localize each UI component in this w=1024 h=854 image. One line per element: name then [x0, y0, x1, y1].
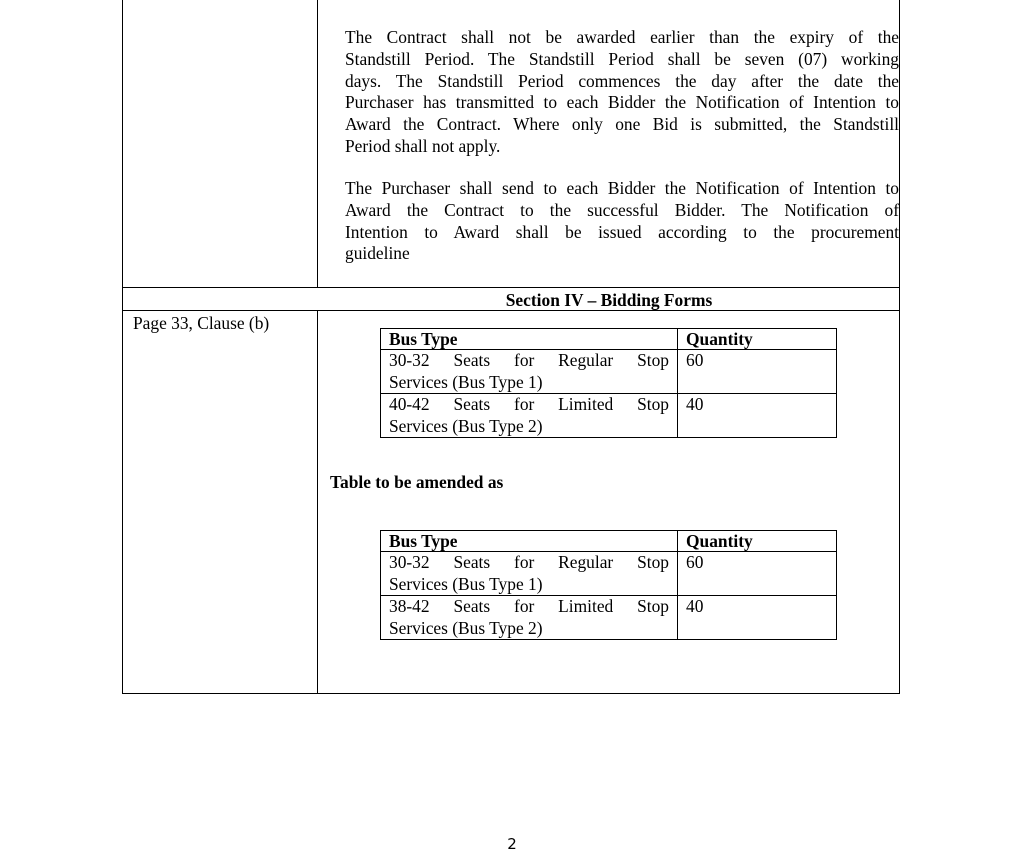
table-row	[381, 350, 837, 394]
paragraph-line: The Contract shall not be awarded earlier than the expiry of the	[345, 27, 899, 47]
standstill-paragraph	[345, 27, 899, 158]
bus-type-line: 30-32 Seats for Regular Stop	[389, 350, 669, 370]
page-number: 2	[507, 835, 517, 853]
bus-type-line: 40-42 Seats for Limited Stop	[389, 394, 669, 414]
table-header-row	[381, 531, 837, 552]
table-row	[381, 552, 837, 596]
table-row	[381, 596, 837, 640]
quantity-cell: 40	[678, 596, 837, 640]
column-divider-upper	[317, 0, 318, 288]
paragraph-line: Standstill Period. The Standstill Period shall be seven (07) working	[345, 48, 899, 69]
quantity-cell: 60	[678, 552, 837, 596]
paragraph-line: The Purchaser shall send to each Bidder the Notification of Intention to	[345, 178, 899, 198]
bus-type-line: Services (Bus Type 2)	[389, 415, 543, 436]
bus-type-line: 38-42 Seats for Limited Stop	[389, 596, 669, 616]
section-heading: Section IV – Bidding Forms	[505, 290, 713, 310]
bus-type-cell	[381, 552, 678, 596]
bus-type-cell	[381, 350, 678, 394]
bus-type-line: Services (Bus Type 1)	[389, 573, 543, 594]
column-divider-lower	[317, 310, 318, 694]
bus-type-line: 30-32 Seats for Regular Stop	[389, 552, 669, 572]
header-quantity: Quantity	[678, 531, 837, 552]
quantity-cell: 40	[678, 394, 837, 438]
table-left-border	[122, 0, 123, 694]
table-row	[381, 394, 837, 438]
paragraph-line: Intention to Award shall be issued according to the procurement	[345, 221, 899, 242]
clause-reference: Page 33, Clause (b)	[133, 313, 270, 333]
header-bus-type: Bus Type	[381, 329, 678, 350]
paragraph-line: Award the Contract to the successful Bidder. The Notification of	[345, 199, 899, 220]
header-bus-type: Bus Type	[381, 531, 678, 552]
notification-paragraph	[345, 178, 899, 265]
paragraph-line: guideline	[345, 243, 410, 264]
table-bottom-border	[122, 693, 900, 694]
quantity-cell: 60	[678, 350, 837, 394]
bus-type-cell	[381, 394, 678, 438]
row-divider-1	[122, 287, 900, 288]
bus-type-line: Services (Bus Type 2)	[389, 617, 543, 638]
paragraph-line: Award the Contract. Where only one Bid is submitted, the Standstill	[345, 114, 899, 135]
table-header-row	[381, 329, 837, 350]
table-right-border	[899, 0, 900, 694]
bus-type-line: Services (Bus Type 1)	[389, 371, 543, 392]
amended-bus-table	[380, 530, 837, 640]
bus-type-cell	[381, 596, 678, 640]
paragraph-line: Purchaser has transmitted to each Bidder the Notification of Intention to	[345, 92, 899, 113]
paragraph-line: Period shall not apply.	[345, 135, 501, 156]
paragraph-line: days. The Standstill Period commences the day after the date the	[345, 70, 899, 91]
original-bus-table	[380, 328, 837, 438]
amendment-label: Table to be amended as	[330, 472, 504, 492]
header-quantity: Quantity	[678, 329, 837, 350]
